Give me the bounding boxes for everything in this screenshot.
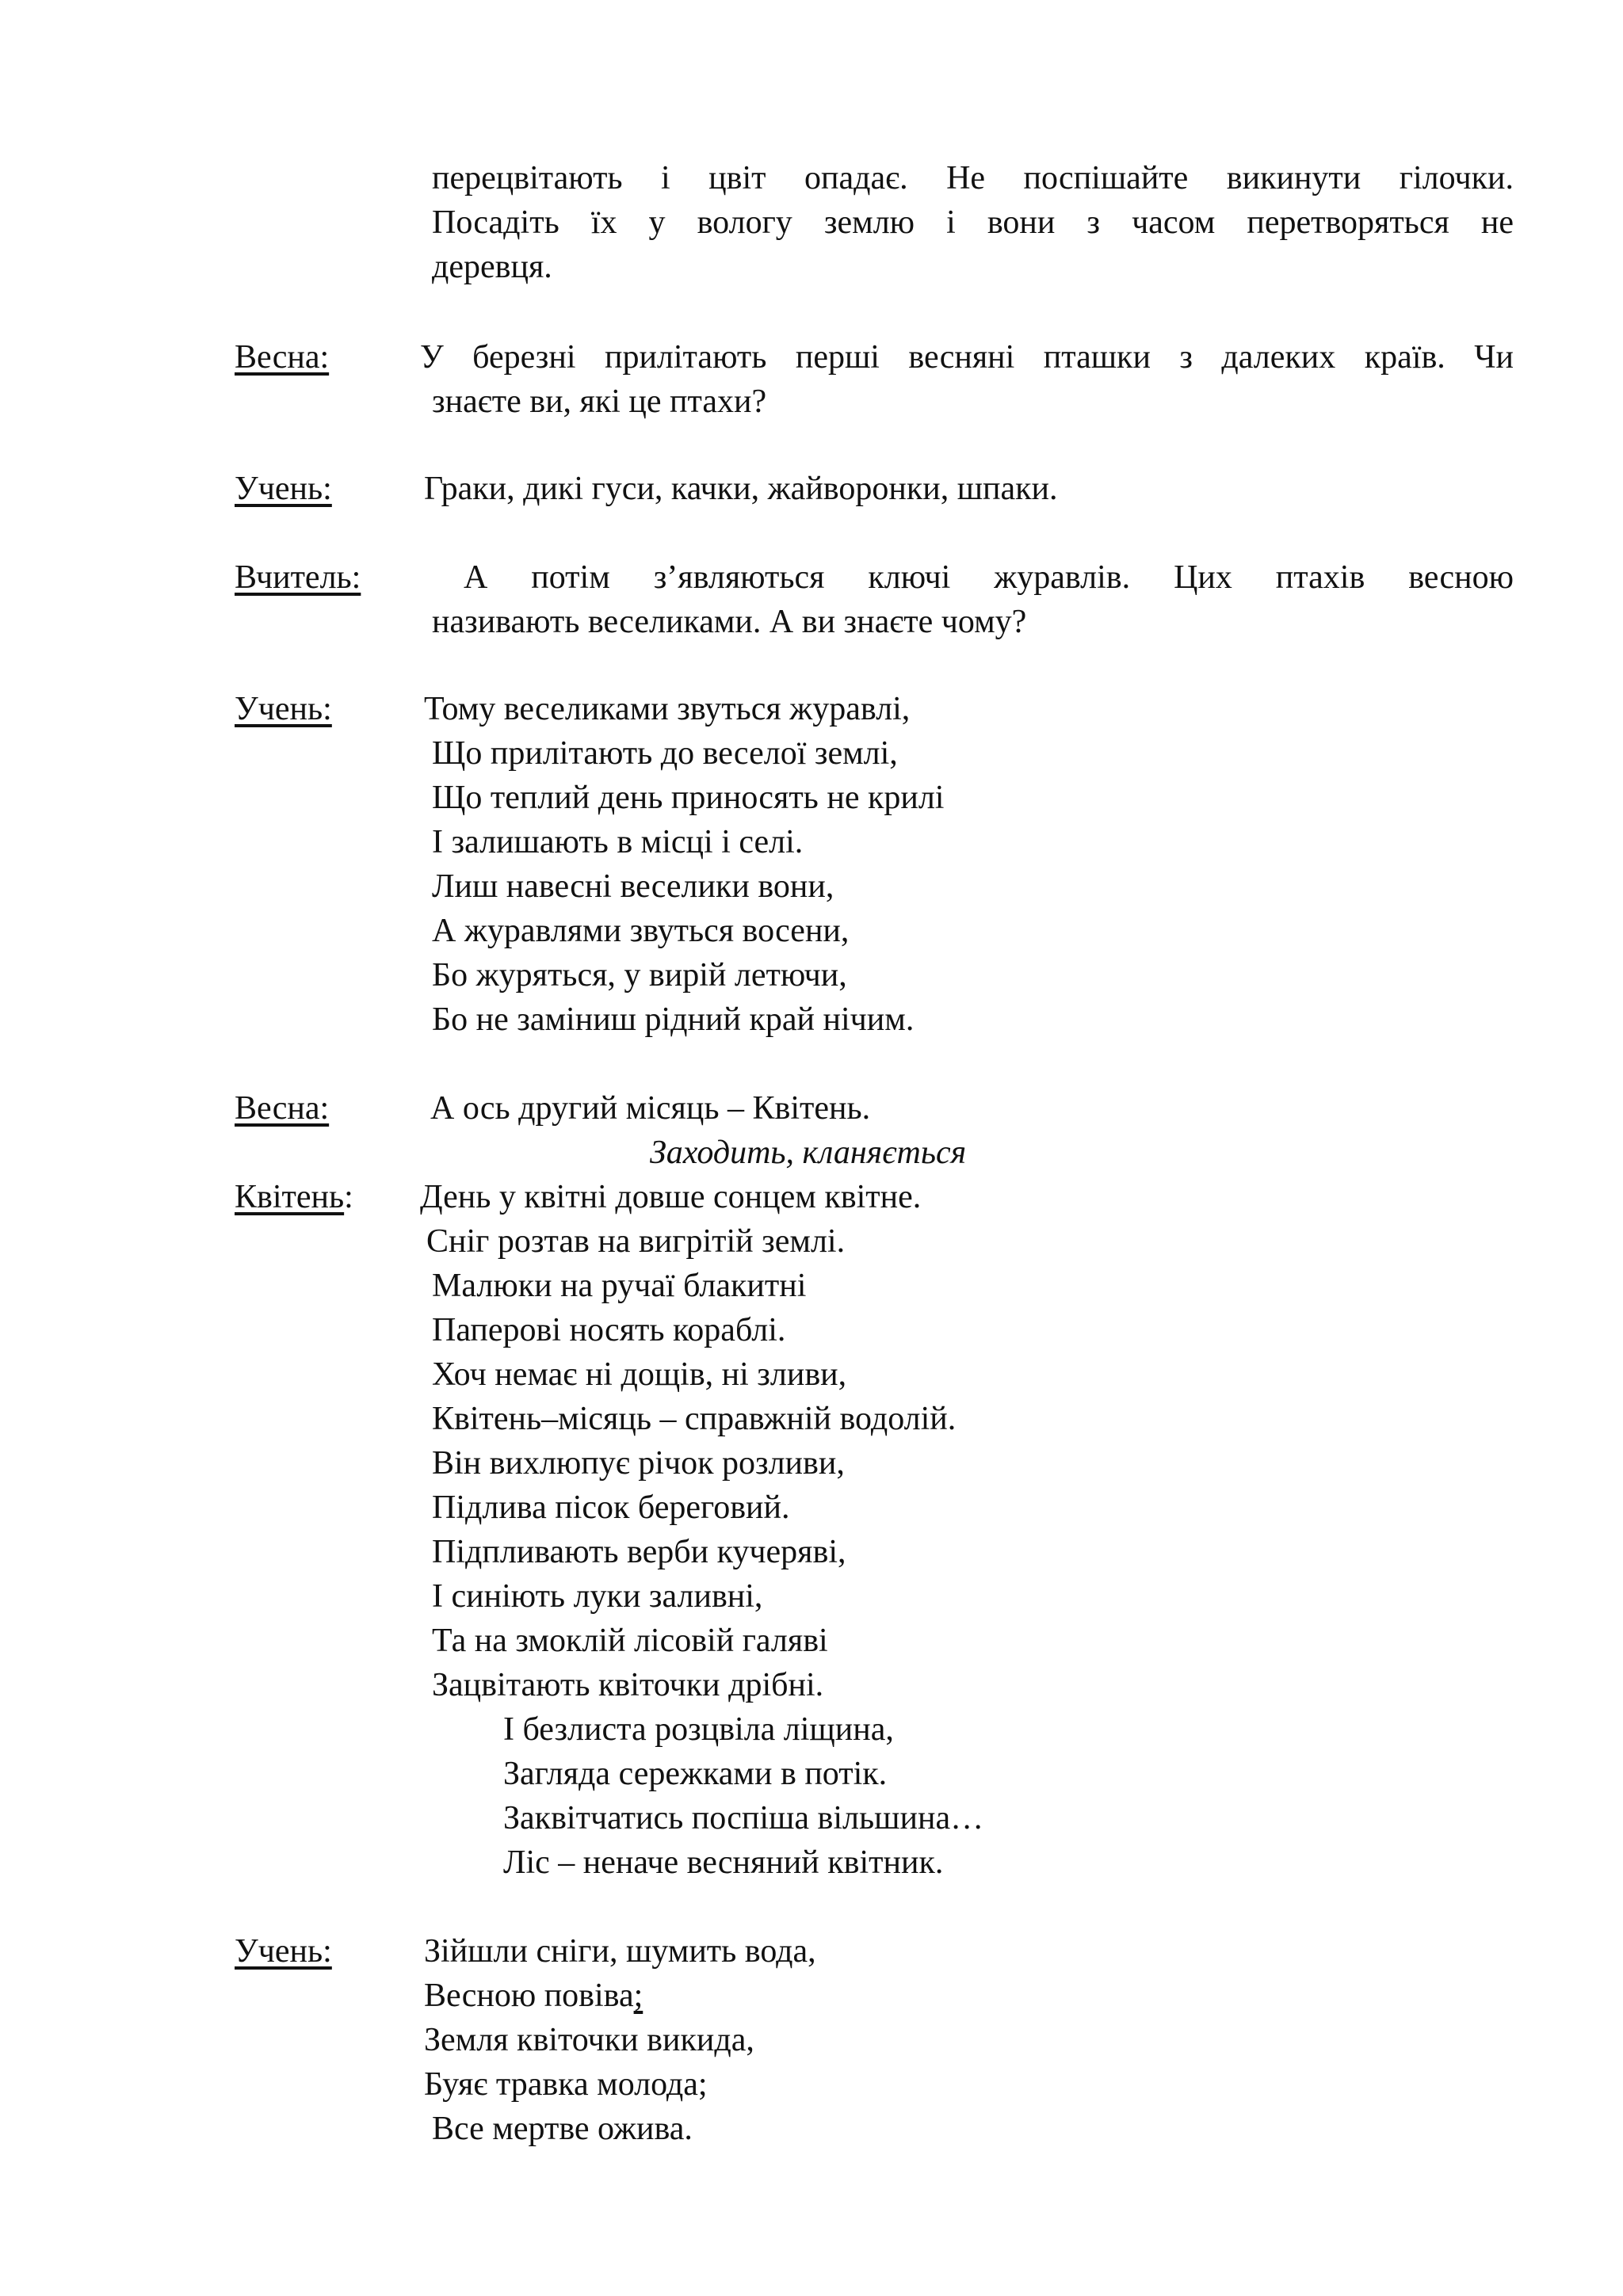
kviten-line-7: Він вихлюпує річок розливи, [432, 1445, 845, 1482]
kviten-line-5: Хоч немає ні дощів, ні зливи, [432, 1356, 847, 1393]
kviten-line-4: Паперові носять кораблі. [432, 1312, 786, 1348]
kviten-indented-line-1: І безлиста розцвіла ліщина, [503, 1711, 894, 1748]
poem2-line-3: Земля квіточки викида, [424, 2022, 754, 2058]
kviten-line-2: Сніг розтав на вигрітій землі. [426, 1223, 846, 1260]
poem1-line-4: І залишають в місці і селі. [432, 824, 804, 860]
kviten-line-9: Підпливають верби кучеряві, [432, 1534, 846, 1570]
poem1-line-5: Лиш навесні веселики вони, [432, 868, 834, 905]
speaker-uchen: Учень: [235, 1933, 332, 1970]
speaker-kviten [235, 1176, 353, 1219]
poem1-line-2: Що прилітають до веселої землі, [432, 735, 898, 772]
poem1-line-7: Бо журяться, у вирій летючи, [432, 957, 847, 994]
intro-line-2: Посадіть їх у вологу землю і вони з часом перетворяться не [432, 204, 1514, 241]
poem2-line-2 [424, 1974, 643, 2017]
intro-line-3: деревця. [432, 249, 552, 285]
kviten-line-3: Малюки на ручаї блакитні [432, 1268, 807, 1304]
kviten-line-1: День у квітні довше сонцем квітне. [420, 1179, 922, 1215]
poem2-line-5: Все мертве ожива. [432, 2111, 693, 2147]
poem2-line-4: Буяє травка молода; [424, 2066, 708, 2103]
speaker-vesna: Весна: [235, 339, 330, 376]
poem1-line-8: Бо не заміниш рідний край нічим. [432, 1001, 915, 1038]
kviten-line-12: Зацвітають квіточки дрібні. [432, 1667, 824, 1703]
speaker-kviten-colon: : [344, 1179, 353, 1215]
poem1-line-3: Що теплий день приносять не крилі [432, 780, 945, 816]
speaker-uchen: Учень: [235, 691, 332, 727]
speaker-uchen: Учень: [235, 471, 332, 507]
kviten-line-6: Квітень–місяць – справжній водолій. [432, 1401, 957, 1437]
speaker-vchytel: Вчитель: [235, 559, 361, 596]
kviten-line-11: Та на змоклій лісовій галяві [432, 1623, 828, 1659]
uchen-line-1: Граки, дикі гуси, качки, жайворонки, шпаки. [424, 471, 1058, 507]
vesna-line-2: знаєте ви, які це птахи? [432, 383, 767, 420]
poem1-line-1: Тому веселиками звуться журавлі, [424, 691, 911, 727]
kviten-line-8: Підлива пісок береговий. [432, 1489, 790, 1526]
poem2-line-2-text: Весною повіва [424, 1978, 634, 2014]
kviten-indented-line-4: Ліс – неначе весняний квітник. [503, 1844, 944, 1881]
stage-direction: Заходить, кланяється [650, 1135, 967, 1171]
kviten-indented-line-2: Загляда сережками в потік. [503, 1756, 888, 1792]
kviten-line-10: І синіють луки заливні, [432, 1578, 763, 1615]
vesna-line-1: У березні прилітають перші весняні пташки з далеких країв. Чи [420, 339, 1514, 376]
intro-line-1: перецвітають і цвіт опадає. Не поспішайте викинути гілочки. [432, 160, 1514, 196]
speaker-kviten-name: Квітень [235, 1179, 345, 1215]
vchytel-line-1: А потім з’являються ключі журавлів. Цих птахів весною [464, 559, 1514, 596]
poem2-line-1: Зійшли сніги, шумить вода, [424, 1933, 816, 1970]
poem1-line-6: А журавлями звуться восени, [432, 913, 850, 949]
kviten-indented-line-3: Заквітчатись поспіша вільшина… [503, 1800, 984, 1836]
vesna2-line-1: А ось другий місяць – Квітень. [430, 1090, 871, 1127]
poem2-line-2-punct: ; [633, 1978, 643, 2014]
vchytel-line-2: називають веселиками. А ви знаєте чому? [432, 604, 1027, 640]
speaker-vesna: Весна: [235, 1090, 330, 1127]
